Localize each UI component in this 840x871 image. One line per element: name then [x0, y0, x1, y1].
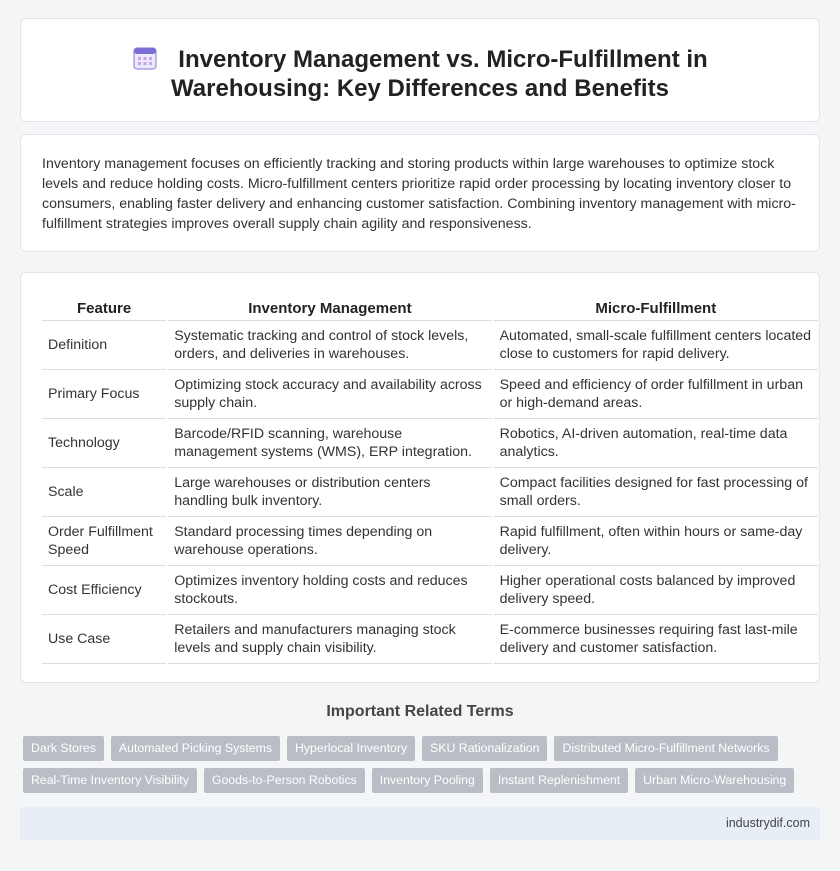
- inventory-cell: Barcode/RFID scanning, warehouse management systems (WMS), ERP integration.: [167, 418, 492, 467]
- table-row: [42, 418, 818, 467]
- micro-fulfillment-cell: Robotics, AI-driven automation, real-time data analytics.: [493, 418, 818, 467]
- feature-cell: Scale: [42, 467, 167, 516]
- inventory-cell: Retailers and manufacturers managing stock levels and supply chain visibility.: [167, 614, 492, 663]
- related-term-tag[interactable]: Dark Stores: [23, 736, 104, 761]
- inventory-cell: Large warehouses or distribution centers handling bulk inventory.: [167, 467, 492, 516]
- table-row: [42, 320, 818, 369]
- footer-site-link[interactable]: industrydif.com: [725, 816, 810, 830]
- table-row: [42, 369, 818, 418]
- related-terms-row: [23, 736, 778, 761]
- micro-fulfillment-cell: Compact facilities designed for fast processing of small orders.: [493, 467, 818, 516]
- micro-fulfillment-cell: E-commerce businesses requiring fast last-mile delivery and customer satisfaction.: [493, 614, 818, 663]
- intro-paragraph: Inventory management focuses on efficiently tracking and storing products within large warehouses to optimize stock levels and reduce holding costs. Micro-fulfillment centers prioritize rapid order processing by locating inventory closer to consumers, enabling faster delivery and enhancing customer satisfaction. Combining inventory management with micro-fulfillment strategies improves overall supply chain agility and responsiveness.: [42, 156, 796, 232]
- calendar-grid-icon: [132, 45, 158, 71]
- page-title-text: Inventory Management vs. Micro-Fulfillment in Warehousing: Key Differences and Benefits: [171, 46, 708, 102]
- related-term-tag[interactable]: Urban Micro-Warehousing: [635, 768, 794, 793]
- table-row: [42, 614, 818, 663]
- header-feature: Feature: [42, 295, 167, 320]
- feature-cell: Use Case: [42, 614, 167, 663]
- comparison-table: [42, 295, 818, 664]
- related-term-tag[interactable]: Inventory Pooling: [372, 768, 483, 793]
- footer-bar: [20, 807, 820, 840]
- feature-cell: Primary Focus: [42, 369, 167, 418]
- header-inventory-management: Inventory Management: [167, 295, 492, 320]
- table-row: [42, 467, 818, 516]
- header-micro-fulfillment: Micro-Fulfillment: [493, 295, 818, 320]
- table-row: [42, 565, 818, 614]
- inventory-cell: Optimizes inventory holding costs and reduces stockouts.: [167, 565, 492, 614]
- related-term-tag[interactable]: SKU Rationalization: [422, 736, 547, 761]
- inventory-cell: Systematic tracking and control of stock levels, orders, and deliveries in warehouses.: [167, 320, 492, 369]
- table-header-row: [42, 295, 818, 320]
- micro-fulfillment-cell: Higher operational costs balanced by improved delivery speed.: [493, 565, 818, 614]
- feature-cell: Cost Efficiency: [42, 565, 167, 614]
- comparison-card: [20, 272, 820, 683]
- related-term-tag[interactable]: Distributed Micro-Fulfillment Networks: [554, 736, 777, 761]
- related-term-tag[interactable]: Hyperlocal Inventory: [287, 736, 415, 761]
- inventory-cell: Optimizing stock accuracy and availability across supply chain.: [167, 369, 492, 418]
- micro-fulfillment-cell: Automated, small-scale fulfillment centers located close to customers for rapid delivery.: [493, 320, 818, 369]
- feature-cell: Technology: [42, 418, 167, 467]
- related-term-tag[interactable]: Real-Time Inventory Visibility: [23, 768, 197, 793]
- intro-card: [20, 134, 820, 252]
- table-row: [42, 516, 818, 565]
- feature-cell: Order Fulfillment Speed: [42, 516, 167, 565]
- inventory-cell: Standard processing times depending on warehouse operations.: [167, 516, 492, 565]
- page-title: [21, 45, 819, 103]
- related-term-tag[interactable]: Automated Picking Systems: [111, 736, 280, 761]
- related-term-tag[interactable]: Instant Replenishment: [490, 768, 628, 793]
- micro-fulfillment-cell: Speed and efficiency of order fulfillment in urban or high-demand areas.: [493, 369, 818, 418]
- feature-cell: Definition: [42, 320, 167, 369]
- related-terms-row: [23, 768, 794, 793]
- title-card: [20, 18, 820, 122]
- related-term-tag[interactable]: Goods-to-Person Robotics: [204, 768, 365, 793]
- related-terms-heading: Important Related Terms: [326, 703, 514, 720]
- micro-fulfillment-cell: Rapid fulfillment, often within hours or same-day delivery.: [493, 516, 818, 565]
